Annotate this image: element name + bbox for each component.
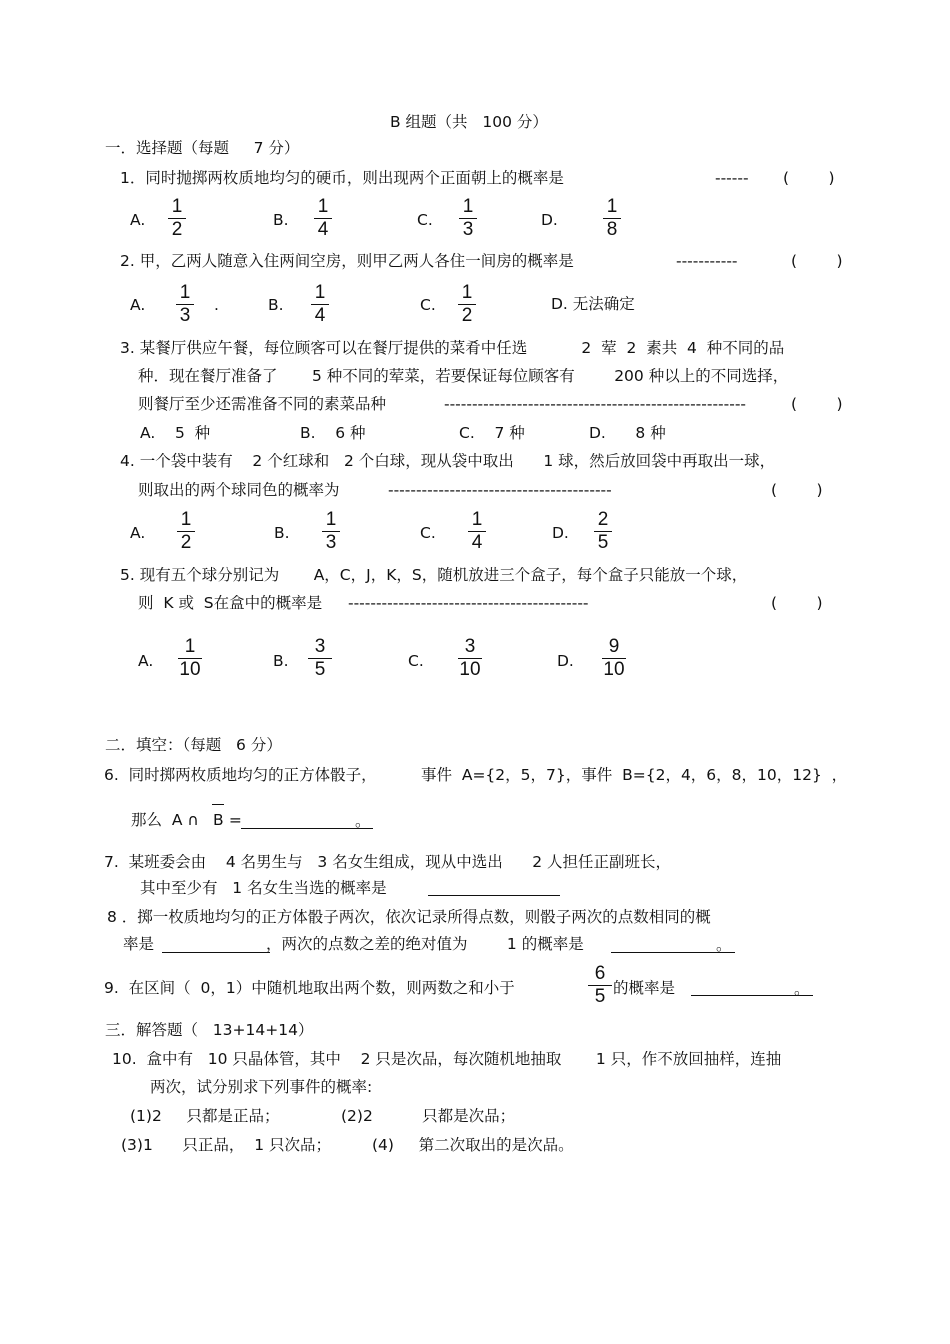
q1-option-c-fraction: 1 3 bbox=[453, 196, 483, 241]
question-8-answer-blank-1[interactable] bbox=[162, 952, 270, 953]
q5-option-a-label: A. bbox=[138, 652, 154, 670]
question-6-line-1: 6. 同时掷两枚质地均匀的正方体骰子， 事件 A={2，5，7}，事件 B={2，4，6，8，10，12} ， bbox=[104, 766, 848, 784]
q4-option-a-label: A. bbox=[130, 524, 146, 542]
question-7-line-1: 7. 某班委会由 4 名男生与 3 名女生组成，现从中选出 2 人担任正副班长， bbox=[104, 853, 672, 871]
question-8-line-2-middle: ，两次的点数之差的绝对值为 1 的概率是 bbox=[266, 935, 584, 953]
question-10-part-3: (3)1 只正品， 1 只次品； bbox=[121, 1136, 332, 1154]
q5-option-a-fraction: 1 10 bbox=[179, 636, 201, 680]
section-2-heading: 二．填空：（每题 6 分） bbox=[105, 736, 282, 754]
question-6-b-complement: B bbox=[213, 811, 224, 829]
q2-option-b-label: B. bbox=[268, 296, 284, 314]
q4-option-c-fraction: 1 4 bbox=[462, 509, 492, 554]
question-2-answer-paren: ( ) bbox=[791, 252, 843, 270]
question-3-line-1: 3. 某餐厅供应午餐，每位顾客可以在餐厅提供的菜肴中任选 2 荤 2 素共 4 种不同的品 bbox=[120, 339, 785, 357]
question-8-line-end: 。 bbox=[716, 936, 732, 954]
question-4-answer-paren: ( ) bbox=[771, 481, 823, 499]
section-1-heading: 一．选择题（每题 7 分） bbox=[105, 139, 300, 157]
question-10-part-2: (2)2 只都是次品； bbox=[341, 1107, 516, 1125]
question-3-dashes: ------------------------------------------------------ bbox=[444, 395, 747, 413]
q5-option-c-fraction: 3 10 bbox=[459, 636, 481, 680]
question-10-line-1: 10. 盒中有 10 只晶体管，其中 2 只是次品，每次随机地抽取 1 只，作不放回抽样，连抽 bbox=[112, 1050, 782, 1068]
q5-option-d-label: D. bbox=[557, 652, 574, 670]
q2-option-a-suffix: . bbox=[214, 296, 219, 314]
question-6-b-overline bbox=[212, 804, 224, 805]
q2-option-c-fraction: 1 2 bbox=[452, 282, 482, 327]
question-8-line-1: 8 ．掷一枚质地均匀的正方体骰子两次，依次记录所得点数，则骰子两次的点数相同的概 bbox=[107, 908, 711, 926]
q1-option-b-fraction: 1 4 bbox=[308, 196, 338, 241]
q5-option-d-fraction: 9 10 bbox=[603, 636, 625, 680]
question-9-line-end: 。 bbox=[794, 980, 810, 998]
question-9-text: 9. 在区间（ 0，1）中随机地取出两个数，则两数之和小于 bbox=[104, 979, 515, 997]
question-10-part-1: (1)2 只都是正品； bbox=[130, 1107, 280, 1125]
question-4-line-2: 则取出的两个球同色的概率为 bbox=[138, 481, 340, 499]
q5-option-c-label: C. bbox=[408, 652, 424, 670]
question-5-dashes: ------------------------------------------- bbox=[348, 594, 589, 612]
question-9-after: 的概率是 bbox=[613, 979, 676, 997]
section-3-heading: 三．解答题（ 13+14+14） bbox=[105, 1021, 314, 1039]
question-9-fraction: 6 5 bbox=[585, 963, 615, 1008]
question-10-part-4: (4) 第二次取出的是次品。 bbox=[372, 1136, 574, 1154]
q3-option-b: B. 6 种 bbox=[300, 424, 366, 442]
q4-option-c-label: C. bbox=[420, 524, 436, 542]
question-8-line-2-start: 率是 bbox=[123, 935, 155, 953]
question-7-line-2: 其中至少有 1 名女生当选的概率是 bbox=[140, 879, 387, 897]
q4-option-b-fraction: 1 3 bbox=[316, 509, 346, 554]
question-1-stem: 1．同时抛掷两枚质地均匀的硬币，则出现两个正面朝上的概率是 bbox=[120, 169, 564, 187]
question-7-answer-blank[interactable] bbox=[428, 895, 560, 896]
question-6-line-end: 。 bbox=[355, 812, 371, 830]
q1-option-a-fraction: 1 2 bbox=[162, 196, 192, 241]
q2-option-d: D. 无法确定 bbox=[551, 295, 635, 313]
question-3-answer-paren: ( ) bbox=[791, 395, 843, 413]
question-1-answer-paren: ( ) bbox=[783, 169, 835, 187]
question-4-line-1: 4. 一个袋中装有 2 个红球和 2 个白球，现从袋中取出 1 球，然后放回袋中再取出一球， bbox=[120, 452, 776, 470]
q3-option-d: D. 8 种 bbox=[589, 424, 666, 442]
q1-option-d-label: D. bbox=[541, 211, 558, 229]
question-5-answer-paren: ( ) bbox=[771, 594, 823, 612]
q1-option-a-label: A. bbox=[130, 211, 146, 229]
q2-option-a-label: A. bbox=[130, 296, 146, 314]
q2-option-c-label: C. bbox=[420, 296, 436, 314]
question-2-stem: 2. 甲，乙两人随意入住两间空房，则甲乙两人各住一间房的概率是 bbox=[120, 252, 574, 270]
question-10-line-2: 两次，试分别求下列事件的概率: bbox=[150, 1078, 373, 1096]
question-6-line-2-start: 那么 A ∩ bbox=[131, 811, 204, 829]
question-5-line-1: 5. 现有五个球分别记为 A，C，J，K，S，随机放进三个盒子，每个盒子只能放一个球， bbox=[120, 566, 748, 584]
q1-option-d-fraction: 1 8 bbox=[597, 196, 627, 241]
page-title: B 组题（共 100 分） bbox=[390, 113, 548, 131]
question-3-line-3: 则餐厅至少还需准备不同的素菜品种 bbox=[138, 395, 387, 413]
question-5-line-2: 则 K 或 S在盒中的概率是 bbox=[138, 594, 323, 612]
q4-option-d-fraction: 2 5 bbox=[588, 509, 618, 554]
question-6-answer-blank[interactable] bbox=[241, 828, 373, 829]
question-2-dashes: ----------- bbox=[676, 252, 738, 270]
q1-option-c-label: C. bbox=[417, 211, 433, 229]
q3-option-c: C. 7 种 bbox=[459, 424, 525, 442]
question-3-line-2: 种．现在餐厅准备了 5 种不同的荤菜，若要保证每位顾客有 200 种以上的不同选择， bbox=[138, 367, 789, 385]
q2-option-a-fraction: 1 3 bbox=[170, 282, 200, 327]
question-1-dashes: ------ bbox=[715, 169, 749, 187]
q2-option-b-fraction: 1 4 bbox=[305, 282, 335, 327]
question-4-dashes: ---------------------------------------- bbox=[388, 481, 612, 499]
q5-option-b-fraction: 3 5 bbox=[305, 636, 335, 681]
q4-option-d-label: D. bbox=[552, 524, 569, 542]
q3-option-a: A. 5 种 bbox=[140, 424, 211, 442]
q4-option-b-label: B. bbox=[274, 524, 290, 542]
q1-option-b-label: B. bbox=[273, 211, 289, 229]
q4-option-a-fraction: 1 2 bbox=[171, 509, 201, 554]
question-6-line-2-equals: = bbox=[224, 811, 242, 829]
q5-option-b-label: B. bbox=[273, 652, 289, 670]
